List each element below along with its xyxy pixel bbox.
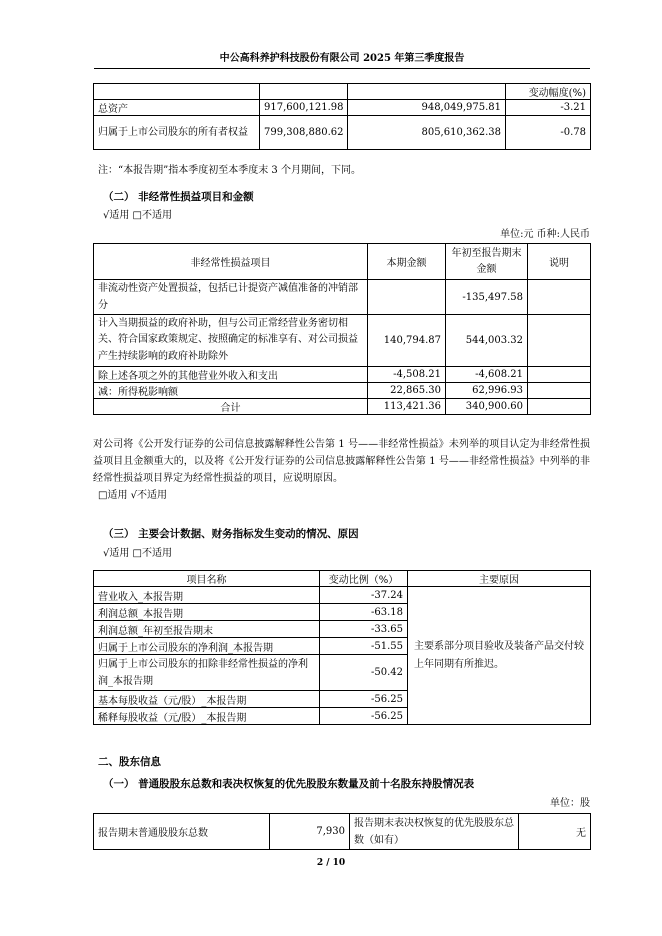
table-row: 利润总额_本报告期 -63.18 bbox=[94, 604, 591, 621]
table-row: 计入当期损益的政府补助，但与公司正常经营业务密切相关、符合国家政策规定、按照确定的标准享有、对公司损益产生持续影响的政府补助除外 140,794.87 544,003.32 bbox=[94, 315, 591, 367]
section2-applicable2: □适用 √不适用 bbox=[98, 490, 167, 501]
main-reason: 主要系部分项目验收及装备产品交付较上年同期有所推迟。 bbox=[408, 587, 591, 725]
page-number: 2 / 10 bbox=[316, 858, 346, 868]
change-table: 项目名称 变动比例（%） 主要原因 营业收入_本报告期 -37.24 主要系部分项目验收及装备产品交付较上年同期有所推迟。 利润总额_本报告期 -63.18 利润总额_年初至报告期末 -33.65 归属于上市公司股东的净利润_本报告期 -51.55 归属于上市公司股东的扣除非经常性损益的净利润_本报告期 -50.42 基本每股收益（元/股）_本报告期 -56.25 稀释每股收益（元/股）_本报告期 -56.25 bbox=[93, 570, 591, 725]
table-row: 基本每股收益（元/股）_本报告期 -56.25 bbox=[94, 691, 591, 708]
table-row: 非流动性资产处置损益，包括已计提资产减值准备的冲销部分 -135,497.58 bbox=[94, 280, 591, 315]
section2-applicable: √适用 □不适用 bbox=[103, 210, 172, 221]
table1-note: 注：“本报告期”指本季度初至本季度末 3 个月期间，下同。 bbox=[98, 165, 361, 176]
nonrecurring-table: 非经常性损益项目 本期金额 年初至报告期末金额 说明 非流动性资产处置损益，包括已计提资产减值准备的冲销部分 -135,497.58 计入当期损益的政府补助，但与公司正常经营业务密切相关、符合国家政策规定、按照确定的标准享有、对公司损益产生持续影响的政府补助除外 140,794.87 544,003.32 除上述各项之外的其他营业外收入和支出 -4,508.21 -4,608.21 减：所得税影响额 22,865.30 62,996.93 合计 113,421.36 340,900.60 bbox=[93, 243, 591, 415]
section2-paragraph: 对公司将《公开发行证券的公司信息披露解释性公告第 1 号——非经常性损益》未列举的项目认定为非经常性损益项目且金额重大的，以及将《公开发行证券的公司信息披露解释性公告第 1 号——非经常性损益》中列举的非经常性损益项目界定为经常性损益的项目，应说明原因。 bbox=[93, 439, 590, 484]
table-row: 归属于上市公司股东的净利润_本报告期 -51.55 bbox=[94, 638, 591, 655]
table-row: 归属于上市公司股东的扣除非经常性损益的净利润_本报告期 -50.42 bbox=[94, 655, 591, 691]
page-header: 中公高科养护科技股份有限公司 2025 年第三季度报告 bbox=[94, 49, 590, 69]
balance-table bbox=[93, 83, 591, 150]
table-row: 总资产 917,600,121.98 948,049,975.81 -3.21 bbox=[94, 100, 591, 116]
section2-title: （二） 非经常性损益项目和金额 bbox=[103, 191, 254, 203]
table-row: 利润总额_年初至报告期末 -33.65 bbox=[94, 621, 591, 638]
table-row: 稀释每股收益（元/股）_本报告期 -56.25 bbox=[94, 708, 591, 725]
table-row: 营业收入_本报告期 -37.24 主要系部分项目验收及装备产品交付较上年同期有所推迟。 bbox=[94, 587, 591, 604]
section3-title: （三） 主要会计数据、财务指标发生变动的情况、原因 bbox=[103, 528, 359, 540]
total-row: 合计 113,421.36 340,900.60 bbox=[94, 399, 591, 415]
table-row: 除上述各项之外的其他营业外收入和支出 -4,508.21 -4,608.21 bbox=[94, 367, 591, 383]
change-header: 变动幅度(%) bbox=[506, 84, 591, 100]
section3-applicable: √适用 □不适用 bbox=[103, 548, 172, 559]
shareholders-subtitle: （一） 普通股股东总数和表决权恢复的优先股股东数量及前十名股东持股情况表 bbox=[103, 778, 475, 790]
table-row: 减：所得税影响额 22,865.30 62,996.93 bbox=[94, 383, 591, 399]
shareholders-unit: 单位：股 bbox=[550, 798, 590, 809]
section2-unit: 单位:元 币种:人民币 bbox=[500, 229, 590, 240]
shareholders-title: 二、股东信息 bbox=[98, 756, 161, 768]
shareholder-count-table: 报告期末普通股股东总数 7,930 报告期末表决权恢复的优先股股东总数（如有） 无 bbox=[93, 813, 591, 850]
table-row: 归属于上市公司股东的所有者权益 799,308,880.62 805,610,362.38 -0.78 bbox=[94, 116, 591, 150]
